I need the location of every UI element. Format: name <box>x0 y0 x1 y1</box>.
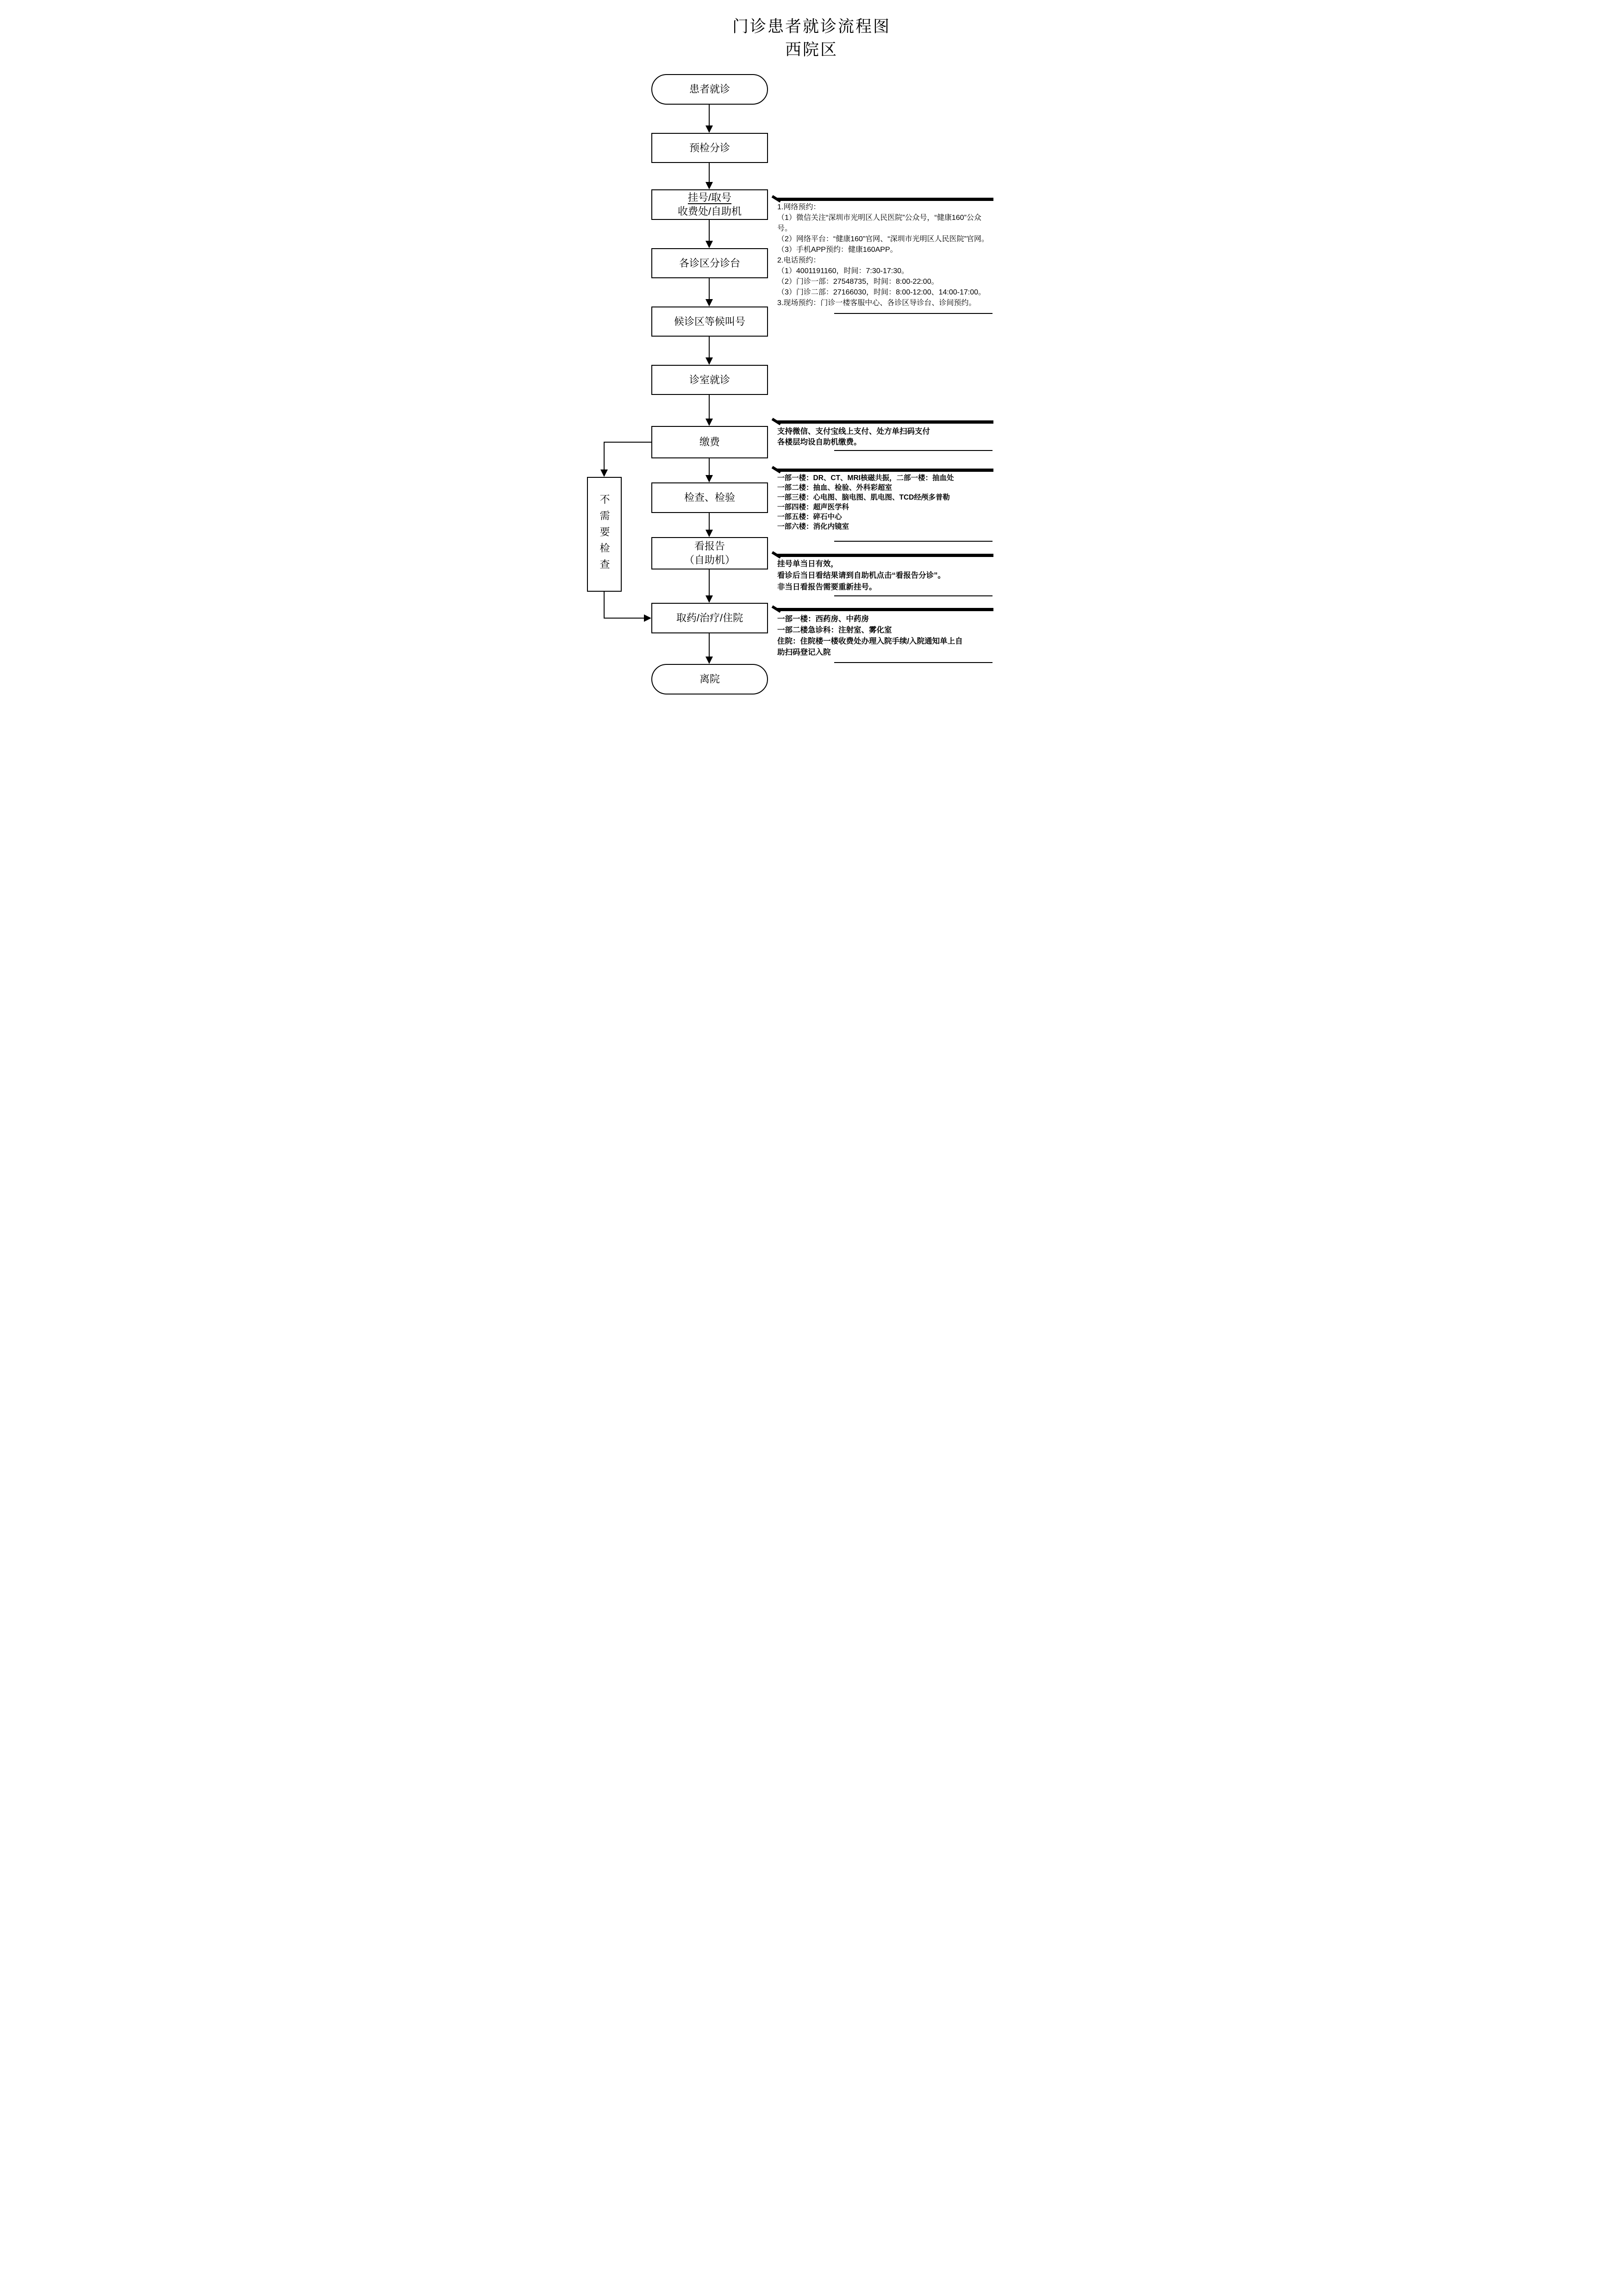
arrow-line <box>709 337 710 357</box>
arrow-head-icon <box>705 475 713 482</box>
annotation-line: 各楼层均设自助机缴费。 <box>777 438 861 446</box>
arrow-head-icon <box>705 299 713 307</box>
annotation-line: 2.电话预约： <box>777 257 821 264</box>
annotation-line: 非当日看报告需要重新挂号。 <box>777 583 877 591</box>
node-payment-label: 缴费 <box>699 436 720 448</box>
arrow-line <box>709 278 710 299</box>
arrow-head-icon <box>705 182 713 189</box>
node-pre-triage-label: 预检分诊 <box>689 142 730 154</box>
node-consult-room-label: 诊室就诊 <box>689 374 730 386</box>
annotation-line: 支持微信、支付宝线上支付、处方单扫码支付 <box>777 427 930 436</box>
callout-underline <box>834 662 993 663</box>
callout-bar <box>777 198 993 201</box>
arrow-line <box>709 220 710 241</box>
annotation-line: （2）门诊一部：27548735，时间：8:00-22:00。 <box>777 278 939 286</box>
node-exam-test <box>651 482 768 513</box>
arrow-line <box>709 458 710 475</box>
annotation-line: （1）微信关注“深圳市光明区人民医院”公众号，“健康160”公众 <box>777 214 981 222</box>
annotation-exam-locations <box>777 473 954 532</box>
annotation-line: 1.网络预约： <box>777 203 821 211</box>
node-patient-visit <box>651 74 768 105</box>
callout-bar <box>777 469 993 472</box>
arrow-head-icon <box>705 530 713 537</box>
node-view-report-label-line2: （自助机） <box>684 554 735 566</box>
callout-bar <box>777 554 993 557</box>
annotation-pharmacy-locations <box>777 613 963 658</box>
arrow-line <box>709 105 710 125</box>
annotation-line: 一部二楼：抽血、检验、外科彩超室 <box>777 484 893 492</box>
node-view-report <box>651 537 768 569</box>
arrow-head-icon <box>705 357 713 365</box>
node-pharmacy-treatment-admission-label: 取药/治疗/住院 <box>676 612 743 624</box>
annotation-line: 一部三楼：心电图、脑电图、肌电图、TCD经颅多普勒 <box>777 494 950 501</box>
arrow-line <box>709 513 710 530</box>
node-exam-test-label: 检查、检验 <box>684 492 735 503</box>
branch-line <box>604 442 651 443</box>
callout-bar <box>777 420 993 424</box>
annotation-line: （3）门诊二部：27166030，时间：8:00-12:00、14:00-17:00。 <box>777 288 986 296</box>
node-waiting-area-label: 候诊区等候叫号 <box>674 315 745 327</box>
node-leave-hospital-label: 离院 <box>699 673 720 685</box>
node-payment <box>651 426 768 458</box>
node-area-triage-desk-label: 各诊区分诊台 <box>679 257 740 269</box>
arrow-line <box>709 163 710 182</box>
annotation-line: 助扫码登记入院 <box>777 648 831 657</box>
callout-bar <box>777 608 993 611</box>
annotation-line: （3）手机APP预约：健康160APP。 <box>777 246 898 254</box>
node-register-label-line2: 收费处/自助机 <box>677 206 742 217</box>
annotation-report <box>777 558 945 593</box>
annotation-payment <box>777 426 930 448</box>
callout-underline <box>834 541 993 542</box>
node-patient-visit-label: 患者就诊 <box>689 83 730 95</box>
arrow-head-icon <box>705 241 713 248</box>
node-pharmacy-treatment-admission <box>651 603 768 633</box>
node-no-exam-needed-label: 不需要检查 <box>599 494 610 575</box>
flowchart-canvas <box>552 0 1071 735</box>
annotation-line: 一部二楼急诊科：注射室、雾化室 <box>777 626 892 634</box>
arrow-head-icon <box>705 657 713 664</box>
arrow-head-icon <box>644 614 651 622</box>
callout-underline <box>834 595 993 596</box>
branch-line <box>604 592 605 618</box>
arrow-head-icon <box>600 469 608 477</box>
annotation-line: （1）4001191160，时间：7:30-17:30。 <box>777 267 909 275</box>
annotation-booking <box>777 202 989 308</box>
node-register <box>651 189 768 220</box>
node-pre-triage <box>651 133 768 163</box>
node-register-label-line1: 挂号/取号 <box>687 192 732 203</box>
annotation-line: 一部五楼：碎石中心 <box>777 513 842 521</box>
annotation-line: 挂号单当日有效， <box>777 560 838 568</box>
callout-underline <box>834 313 993 314</box>
annotation-line: 一部一楼：DR、CT、MRI核磁共振，二部一楼：抽血处 <box>777 474 954 482</box>
node-no-exam-needed <box>587 477 622 592</box>
arrow-line <box>709 395 710 419</box>
arrow-head-icon <box>705 125 713 133</box>
node-leave-hospital <box>651 664 768 694</box>
annotation-line: 看诊后当日看结果请到自助机点击“看报告分诊”。 <box>777 571 945 580</box>
annotation-line: 一部六楼：消化内镜室 <box>777 523 849 531</box>
annotation-line: 号。 <box>777 225 793 232</box>
node-waiting-area <box>651 307 768 337</box>
callout-underline <box>834 450 993 451</box>
arrow-head-icon <box>705 419 713 426</box>
annotation-line: 3.现场预约：门诊一楼客服中心、各诊区导诊台、诊间预约。 <box>777 299 976 307</box>
node-area-triage-desk <box>651 248 768 278</box>
branch-line <box>604 618 644 619</box>
annotation-line: （2）网络平台：“健康160”官网、“深圳市光明区人民医院”官网。 <box>777 235 989 243</box>
arrow-head-icon <box>705 595 713 603</box>
arrow-line <box>709 569 710 595</box>
arrow-line <box>709 633 710 657</box>
annotation-line: 一部一楼：西药房、中药房 <box>777 615 869 623</box>
node-consult-room <box>651 365 768 395</box>
annotation-line: 一部四楼：超声医学科 <box>777 503 849 511</box>
node-view-report-label-line1: 看报告 <box>694 540 725 552</box>
page-subtitle: 西院区 <box>785 41 838 59</box>
page-title: 门诊患者就诊流程图 <box>732 18 891 36</box>
annotation-line: 住院：住院楼一楼收费处办理入院手续/入院通知单上自 <box>777 637 963 645</box>
branch-line <box>604 442 605 469</box>
